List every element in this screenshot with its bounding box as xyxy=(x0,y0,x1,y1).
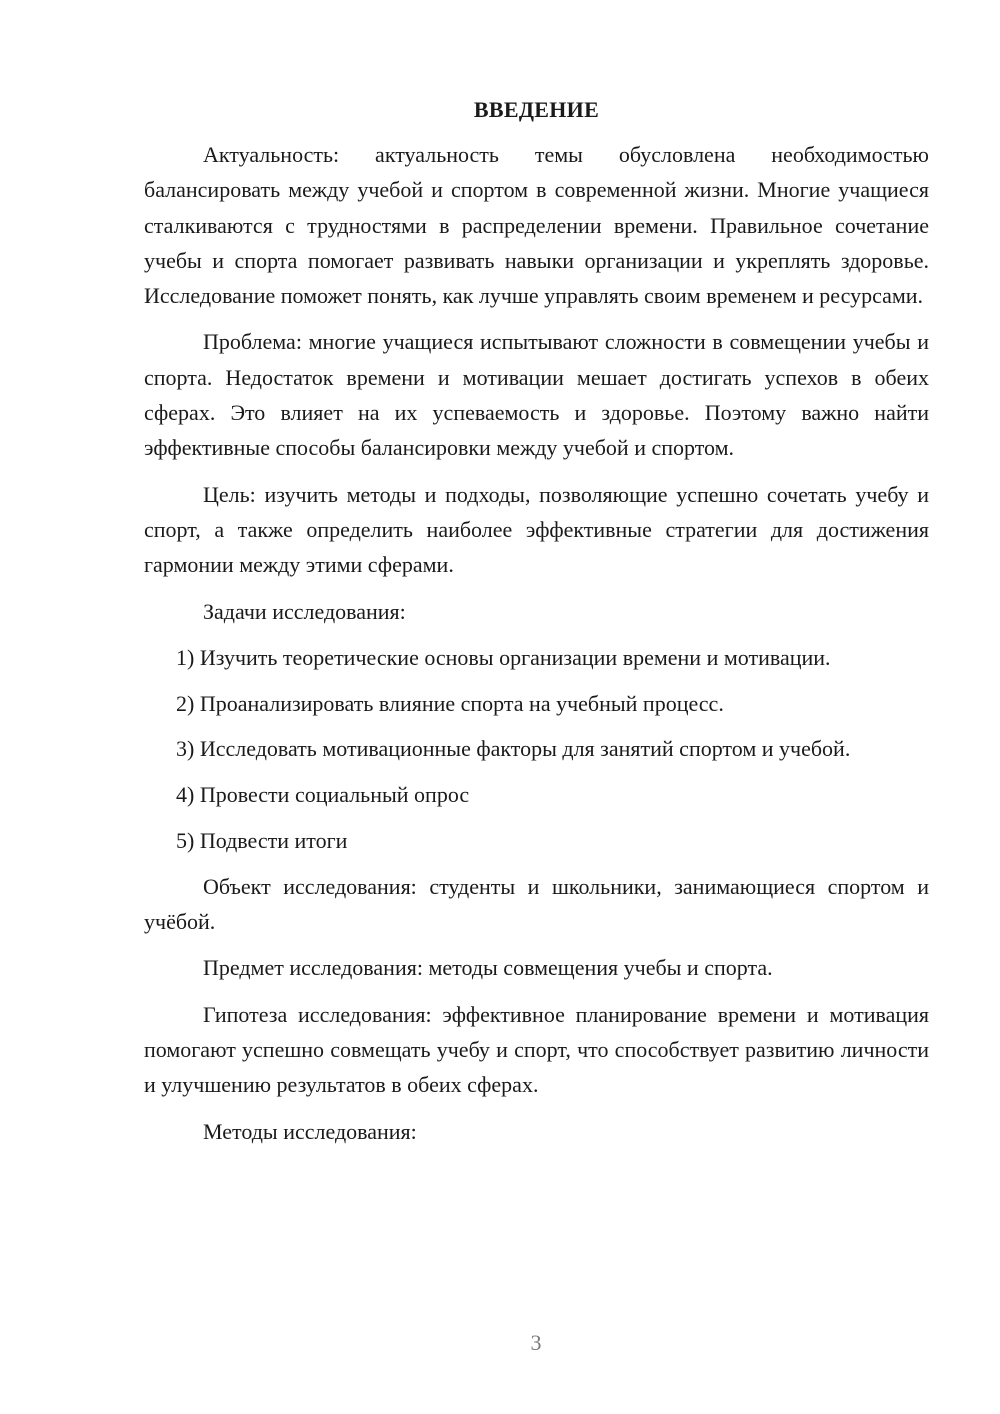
task-item-4: 4) Провести социальный опрос xyxy=(176,782,470,808)
document-title: ВВЕДЕНИЕ xyxy=(473,97,600,122)
paragraph-hypothesis: Гипотеза исследования: эффективное планирование времени и мотивация помогают успешно совмещать учебу и спорт, что способствует развитию личности и улучшению результатов в обеих сферах. xyxy=(144,1001,929,1098)
paragraph-goal: Цель: изучить методы и подходы, позволяющие успешно сочетать учебу и спорт, а также определить наиболее эффективные стратегии для достижения гармонии между этими сферами. xyxy=(144,481,929,578)
task-item-1: 1) Изучить теоретические основы организации времени и мотивации. xyxy=(176,644,831,670)
document-page xyxy=(144,92,929,1160)
paragraph-problem: Проблема: многие учащиеся испытывают сложности в совмещении учебы и спорта. Недостаток времени и мотивации мешает достигать успехов в обеих сферах. Это влияет на их успеваемость и здоровье. Поэтому важно найти эффективные способы балансировки между учебой и спортом. xyxy=(144,329,929,461)
paragraph-methods: Методы исследования: xyxy=(203,1118,417,1144)
task-item-5: 5) Подвести итоги xyxy=(176,828,348,854)
paragraph-relevance: Актуальность: актуальность темы обусловлена необходимостью балансировать между учебой и спортом в современной жизни. Многие учащиеся сталкиваются с трудностями в распределении времени. Правильное сочетание учебы и спорта помогает развивать навыки организации и укреплять здоровье. Исследование поможет понять, как лучше управлять своим временем и ресурсами. xyxy=(144,142,929,309)
paragraph-tasks-heading: Задачи исследования: xyxy=(203,598,406,624)
page-number: 3 xyxy=(530,1330,542,1355)
paragraph-object: Объект исследования: студенты и школьники, занимающиеся спортом и учёбой. xyxy=(144,873,929,935)
task-item-3: 3) Исследовать мотивационные факторы для занятий спортом и учебой. xyxy=(176,736,851,762)
paragraph-subject: Предмет исследования: методы совмещения учебы и спорта. xyxy=(203,955,773,981)
task-item-2: 2) Проанализировать влияние спорта на учебный процесс. xyxy=(176,690,724,716)
